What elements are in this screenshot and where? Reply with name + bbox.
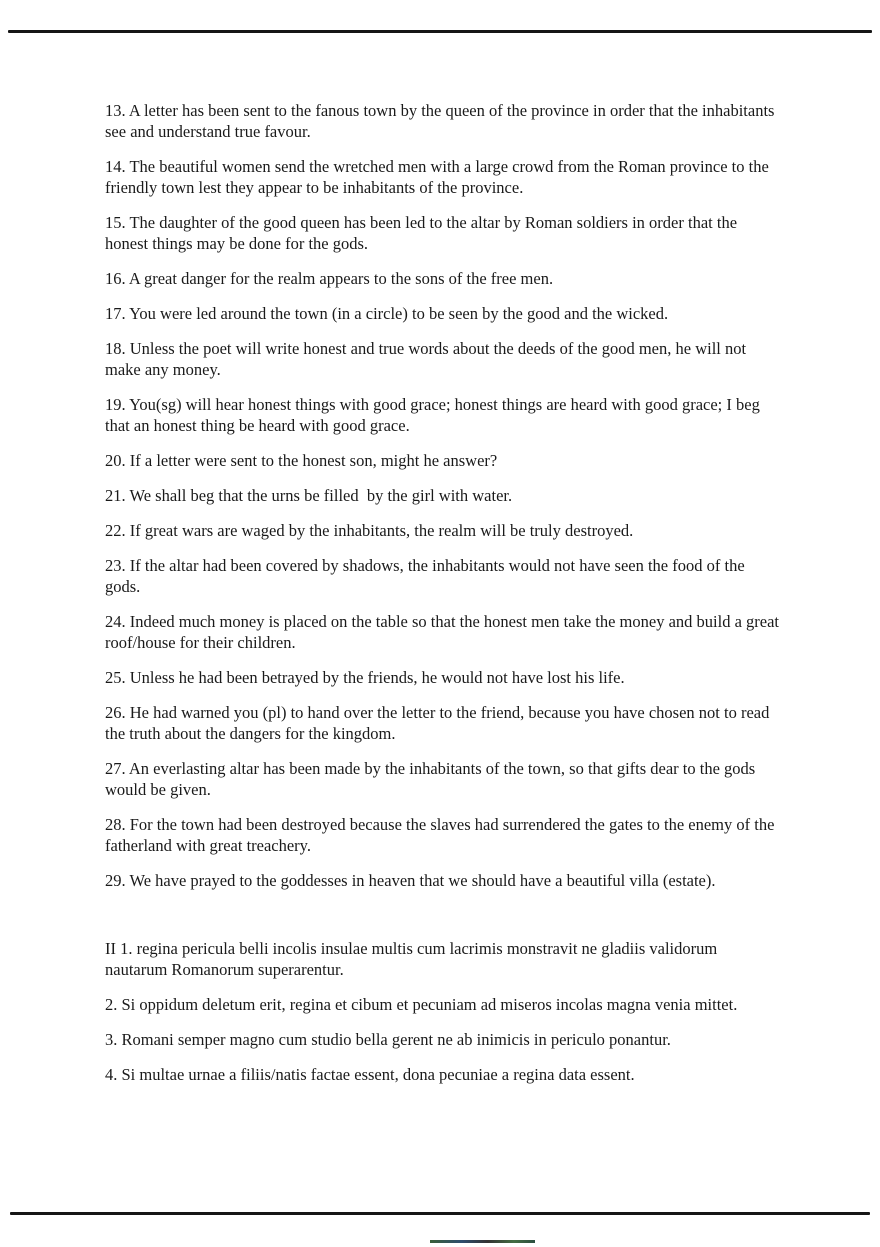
- paragraph: 18. Unless the poet will write honest and true words about the deeds of the good men, he will not make any money.: [105, 339, 751, 379]
- paragraph: 2. Si oppidum deletum erit, regina et cibum et pecuniam ad miseros incolas magna venia mittet.: [105, 995, 738, 1014]
- document-page: [105, 100, 784, 1099]
- paragraph: 20. If a letter were sent to the honest son, might he answer?: [105, 451, 498, 470]
- paragraph: 27. An everlasting altar has been made by the inhabitants of the town, so that gifts dear to the gods would be given.: [105, 759, 760, 799]
- scan-artifact: [430, 1240, 535, 1243]
- paragraph: 19. You(sg) will hear honest things with good grace; honest things are heard with good grace; I beg that an honest thing be heard with good grace.: [105, 395, 764, 435]
- paragraph: 24. Indeed much money is placed on the table so that the honest men take the money and build a great roof/house for their children.: [105, 612, 784, 652]
- paragraph: 13. A letter has been sent to the fanous town by the queen of the province in order that the inhabitants see and understand true favour.: [105, 101, 779, 141]
- paragraph: 23. If the altar had been covered by shadows, the inhabitants would not have seen the food of the gods.: [105, 556, 749, 596]
- paragraph: 16. A great danger for the realm appears to the sons of the free men.: [105, 269, 554, 288]
- paragraph: 14. The beautiful women send the wretched men with a large crowd from the Roman province to the friendly town lest they appear to be inhabitants of the province.: [105, 157, 773, 197]
- scan-border-bottom: [10, 1212, 870, 1215]
- paragraph: 29. We have prayed to the goddesses in heaven that we should have a beautiful villa (estate).: [105, 871, 716, 890]
- paragraph: 3. Romani semper magno cum studio bella gerent ne ab inimicis in periculo ponantur.: [105, 1030, 671, 1049]
- paragraph: 4. Si multae urnae a filiis/natis factae essent, dona pecuniae a regina data essent.: [105, 1065, 635, 1084]
- paragraph: 25. Unless he had been betrayed by the friends, he would not have lost his life.: [105, 668, 625, 687]
- paragraph: 17. You were led around the town (in a circle) to be seen by the good and the wicked.: [105, 304, 669, 323]
- paragraph: 26. He had warned you (pl) to hand over the letter to the friend, because you have chosen not to read the truth about the dangers for the kingdom.: [105, 703, 774, 743]
- scan-border-top: [8, 30, 872, 33]
- paragraph: 28. For the town had been destroyed because the slaves had surrendered the gates to the enemy of the fatherland with great treachery.: [105, 815, 779, 855]
- paragraph: 21. We shall beg that the urns be filled by the girl with water.: [105, 486, 513, 505]
- paragraph: 22. If great wars are waged by the inhabitants, the realm will be truly destroyed.: [105, 521, 634, 540]
- paragraph: II 1. regina pericula belli incolis insulae multis cum lacrimis monstravit ne gladiis validorum nautarum Romanorum superarentur.: [105, 939, 722, 979]
- paragraph: 15. The daughter of the good queen has been led to the altar by Roman soldiers in order that the honest things may be done for the gods.: [105, 213, 742, 253]
